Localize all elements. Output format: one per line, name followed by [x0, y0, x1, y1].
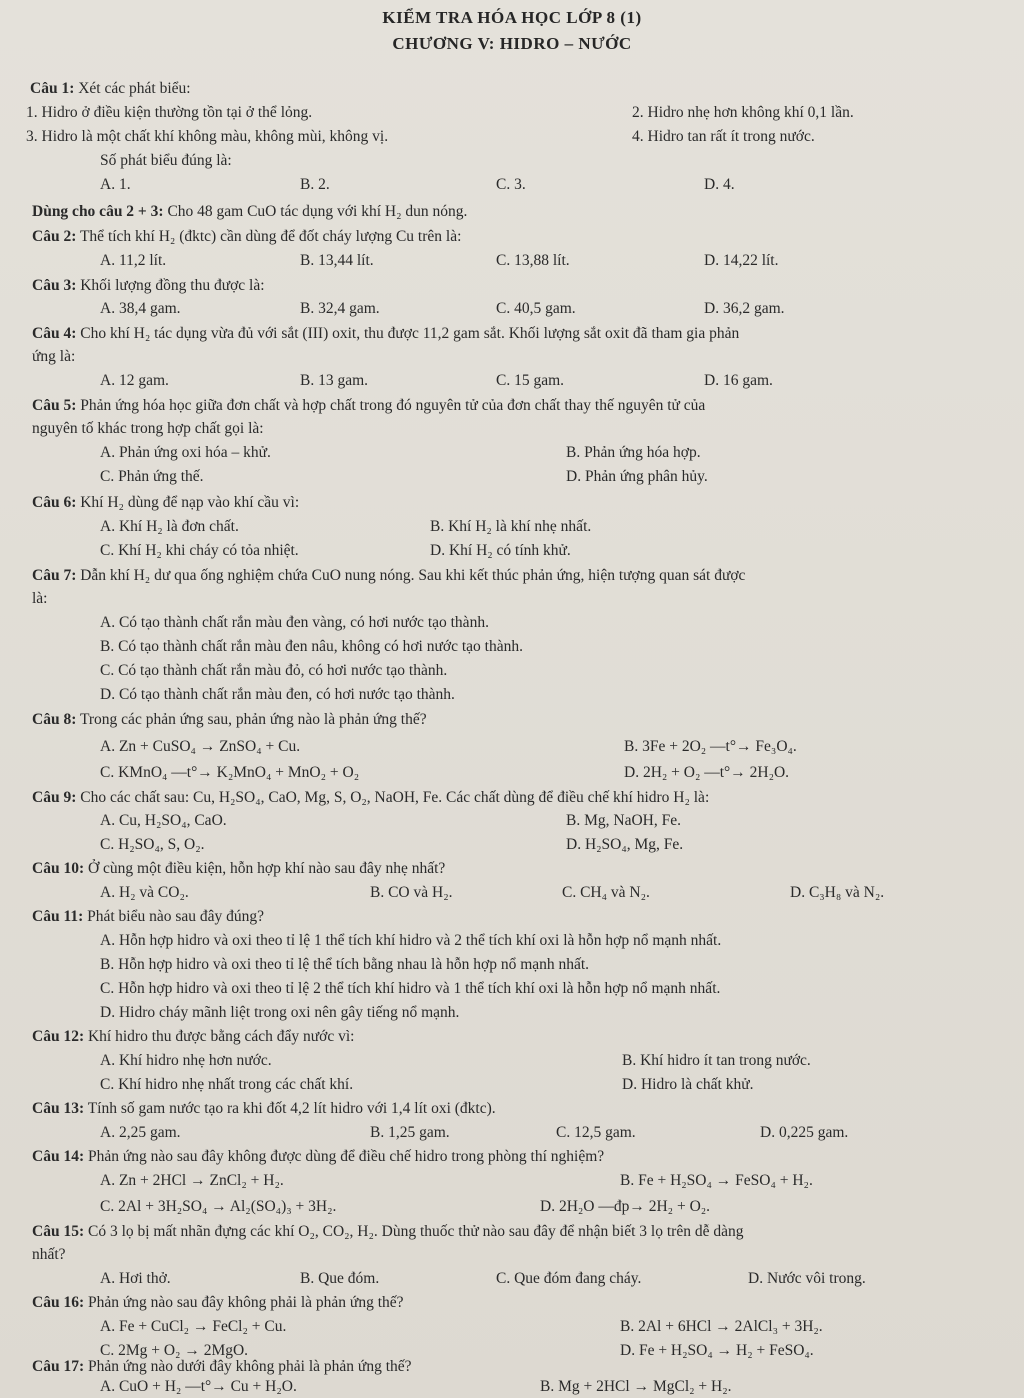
option-6a[interactable]: A. Khí H₂ là đơn chất. — [100, 518, 239, 535]
option-9d[interactable]: D. H₂SO₄, Mg, Fe. — [566, 836, 684, 853]
option-9a[interactable]: A. Cu, H₂SO₄, CaO. — [100, 812, 227, 829]
option-15a[interactable]: A. Hơi thở. — [100, 1270, 171, 1287]
statement-1: 1. Hidro ở điều kiện thường tồn tại ở thể lỏng. — [26, 104, 313, 121]
option-13c[interactable]: C. 12,5 gam. — [556, 1124, 636, 1141]
exam-title: KIỂM TRA HÓA HỌC LỚP 8 (1) — [382, 8, 642, 27]
option-2a[interactable]: A. 11,2 lít. — [100, 252, 167, 269]
option-12a[interactable]: A. Khí hidro nhẹ hơn nước. — [100, 1052, 272, 1069]
chapter-title: CHƯƠNG V: HIDRO – NƯỚC — [392, 34, 632, 53]
option-1d[interactable]: D. 4. — [704, 176, 735, 193]
option-3c[interactable]: C. 40,5 gam. — [496, 300, 576, 317]
option-7b[interactable]: B. Có tạo thành chất rắn màu đen nâu, không có hơi nước tạo thành. — [100, 638, 523, 655]
option-12b[interactable]: B. Khí hidro ít tan trong nước. — [622, 1052, 811, 1069]
option-16c[interactable]: C. 2Mg + O₂ → 2MgO. — [100, 1342, 249, 1359]
option-3a[interactable]: A. 38,4 gam. — [100, 300, 181, 317]
option-17b[interactable]: B. Mg + 2HCl → MgCl₂ + H₂. — [540, 1378, 732, 1395]
question-9: Câu 9: Cho các chất sau: Cu, H₂SO₄, CaO, Mg, S, O₂, NaOH, Fe. Các chất dùng để điều chế khí hidro H₂ là: — [32, 789, 710, 806]
option-15d[interactable]: D. Nước vôi trong. — [748, 1270, 866, 1287]
question-14: Câu 14: Phản ứng nào sau đây không được dùng để điều chế hidro trong phòng thí nghiệm? — [32, 1148, 605, 1165]
option-10a[interactable]: A. H₂ và CO₂. — [100, 884, 189, 901]
option-5a[interactable]: A. Phản ứng oxi hóa – khử. — [100, 444, 271, 461]
option-1a[interactable]: A. 1. — [100, 176, 131, 193]
question-17: Câu 17: Phản ứng nào dưới đây không phải là phản ứng thế? — [32, 1358, 412, 1375]
option-4a[interactable]: A. 12 gam. — [100, 372, 169, 389]
option-12c[interactable]: C. Khí hidro nhẹ nhất trong các chất khí. — [100, 1076, 354, 1093]
option-8d[interactable]: D. 2H₂ + O₂ —t°→ 2H₂O. — [624, 764, 790, 781]
option-1c[interactable]: C. 3. — [496, 176, 526, 193]
question-7: Câu 7: Dẫn khí H₂ dư qua ống nghiệm chứa CuO nung nóng. Sau khi kết thúc phản ứng, hiện tượng quan sát được — [32, 567, 746, 584]
option-14c[interactable]: C. 2Al + 3H₂SO₄ → Al₂(SO₄)₃ + 3H₂. — [100, 1198, 337, 1215]
option-7a[interactable]: A. Có tạo thành chất rắn màu đen vàng, có hơi nước tạo thành. — [100, 614, 489, 631]
option-9c[interactable]: C. H₂SO₄, S, O₂. — [100, 836, 205, 853]
option-9b[interactable]: B. Mg, NaOH, Fe. — [566, 812, 681, 829]
option-3b[interactable]: B. 32,4 gam. — [300, 300, 380, 317]
option-1b[interactable]: B. 2. — [300, 176, 330, 193]
question-16: Câu 16: Phản ứng nào sau đây không phải là phản ứng thế? — [32, 1294, 404, 1311]
option-4d[interactable]: D. 16 gam. — [704, 372, 773, 389]
question-4: Câu 4: Cho khí H₂ tác dụng vừa đủ với sắt (III) oxit, thu được 11,2 gam sắt. Khối lượng sắt oxit đã tham gia phản — [32, 325, 740, 342]
question-7-cont: là: — [32, 590, 48, 607]
option-13b[interactable]: B. 1,25 gam. — [370, 1124, 450, 1141]
question-2: Câu 2: Thể tích khí H₂ (đktc) cần dùng để đốt cháy lượng Cu trên là: — [32, 228, 462, 245]
option-11a[interactable]: A. Hỗn hợp hidro và oxi theo tỉ lệ 1 thể tích khí hidro và 2 thể tích khí oxi là hỗn hợp nổ mạnh nhất. — [100, 932, 722, 949]
option-13a[interactable]: A. 2,25 gam. — [100, 1124, 181, 1141]
option-2c[interactable]: C. 13,88 lít. — [496, 252, 570, 269]
option-11d[interactable]: D. Hidro cháy mãnh liệt trong oxi nên gây tiếng nổ mạnh. — [100, 1004, 460, 1021]
option-13d[interactable]: D. 0,225 gam. — [760, 1124, 849, 1141]
question-13: Câu 13: Tính số gam nước tạo ra khi đốt 4,2 lít hidro với 1,4 lít oxi (đktc). — [32, 1100, 496, 1117]
option-5b[interactable]: B. Phản ứng hóa hợp. — [566, 444, 701, 461]
option-16d[interactable]: D. Fe + H₂SO₄ → H₂ + FeSO₄. — [620, 1342, 814, 1359]
option-11b[interactable]: B. Hỗn hợp hidro và oxi theo tỉ lệ thể tích bằng nhau là hỗn hợp nổ mạnh nhất. — [100, 956, 590, 973]
option-12d[interactable]: D. Hidro là chất khử. — [622, 1076, 754, 1093]
option-14d[interactable]: D. 2H₂O —đp→ 2H₂ + O₂. — [540, 1198, 711, 1215]
option-8b[interactable]: B. 3Fe + 2O₂ —t°→ Fe₃O₄. — [624, 738, 797, 755]
option-17a[interactable]: A. CuO + H₂ —t°→ Cu + H₂O. — [100, 1378, 297, 1395]
question-1-ask: Số phát biểu đúng là: — [100, 152, 232, 169]
option-14a[interactable]: A. Zn + 2HCl → ZnCl₂ + H₂. — [100, 1172, 284, 1189]
option-6d[interactable]: D. Khí H₂ có tính khử. — [430, 542, 571, 559]
statement-3: 3. Hidro là một chất khí không màu, không mùi, không vị. — [26, 128, 389, 145]
option-16a[interactable]: A. Fe + CuCl₂ → FeCl₂ + Cu. — [100, 1318, 287, 1335]
option-11c[interactable]: C. Hỗn hợp hidro và oxi theo tỉ lệ 2 thể tích khí hidro và 1 thể tích khí oxi là hỗn hợp nổ mạnh nhất. — [100, 980, 721, 997]
question-3: Câu 3: Khối lượng đồng thu được là: — [32, 277, 265, 294]
option-5d[interactable]: D. Phản ứng phân hủy. — [566, 468, 708, 485]
option-15b[interactable]: B. Que đóm. — [300, 1270, 380, 1287]
question-1: Câu 1: Xét các phát biểu: — [30, 80, 191, 97]
option-15c[interactable]: C. Que đóm đang cháy. — [496, 1270, 642, 1287]
option-4b[interactable]: B. 13 gam. — [300, 372, 369, 389]
statement-2: 2. Hidro nhẹ hơn không khí 0,1 lần. — [632, 104, 854, 121]
option-16b[interactable]: B. 2Al + 6HCl → 2AlCl₃ + 3H₂. — [620, 1318, 823, 1335]
question-6: Câu 6: Khí H₂ dùng để nạp vào khí cầu vì: — [32, 494, 300, 511]
option-3d[interactable]: D. 36,2 gam. — [704, 300, 785, 317]
option-6b[interactable]: B. Khí H₂ là khí nhẹ nhất. — [430, 518, 592, 535]
question-4-cont: ứng là: — [32, 348, 76, 365]
question-8: Câu 8: Trong các phản ứng sau, phản ứng nào là phản ứng thế? — [32, 711, 427, 728]
question-15-cont: nhất? — [32, 1246, 66, 1263]
statement-4: 4. Hidro tan rất ít trong nước. — [632, 128, 815, 145]
option-6c[interactable]: C. Khí H₂ khi cháy có tỏa nhiệt. — [100, 542, 299, 559]
option-7d[interactable]: D. Có tạo thành chất rắn màu đen, có hơi nước tạo thành. — [100, 686, 455, 703]
option-14b[interactable]: B. Fe + H₂SO₄ → FeSO₄ + H₂. — [620, 1172, 813, 1189]
option-2d[interactable]: D. 14,22 lít. — [704, 252, 779, 269]
option-5c[interactable]: C. Phản ứng thế. — [100, 468, 204, 485]
option-8c[interactable]: C. KMnO₄ —t°→ K₂MnO₄ + MnO₂ + O₂ — [100, 764, 360, 781]
shared-context: Dùng cho câu 2 + 3: Cho 48 gam CuO tác dụng với khí H₂ dun nóng. — [32, 203, 468, 220]
option-10c[interactable]: C. CH₄ và N₂. — [562, 884, 650, 901]
option-2b[interactable]: B. 13,44 lít. — [300, 252, 374, 269]
question-10: Câu 10: Ở cùng một điều kiện, hỗn hợp khí nào sau đây nhẹ nhất? — [32, 860, 446, 877]
question-5: Câu 5: Phản ứng hóa học giữa đơn chất và hợp chất trong đó nguyên tử của đơn chất thay thế nguyên tử của — [32, 397, 706, 414]
question-15: Câu 15: Có 3 lọ bị mất nhãn đựng các khí O₂, CO₂, H₂. Dùng thuốc thử nào sau đây để nhận biết 3 lọ trên dễ dàng — [32, 1223, 744, 1240]
option-10d[interactable]: D. C₃H₈ và N₂. — [790, 884, 885, 901]
option-8a[interactable]: A. Zn + CuSO₄ → ZnSO₄ + Cu. — [100, 738, 301, 755]
question-11: Câu 11: Phát biểu nào sau đây đúng? — [32, 908, 265, 925]
question-12: Câu 12: Khí hidro thu được bằng cách đẩy nước vì: — [32, 1028, 355, 1045]
option-7c[interactable]: C. Có tạo thành chất rắn màu đỏ, có hơi nước tạo thành. — [100, 662, 448, 679]
question-5-cont: nguyên tố khác trong hợp chất gọi là: — [32, 420, 264, 437]
option-4c[interactable]: C. 15 gam. — [496, 372, 565, 389]
option-10b[interactable]: B. CO và H₂. — [370, 884, 453, 901]
